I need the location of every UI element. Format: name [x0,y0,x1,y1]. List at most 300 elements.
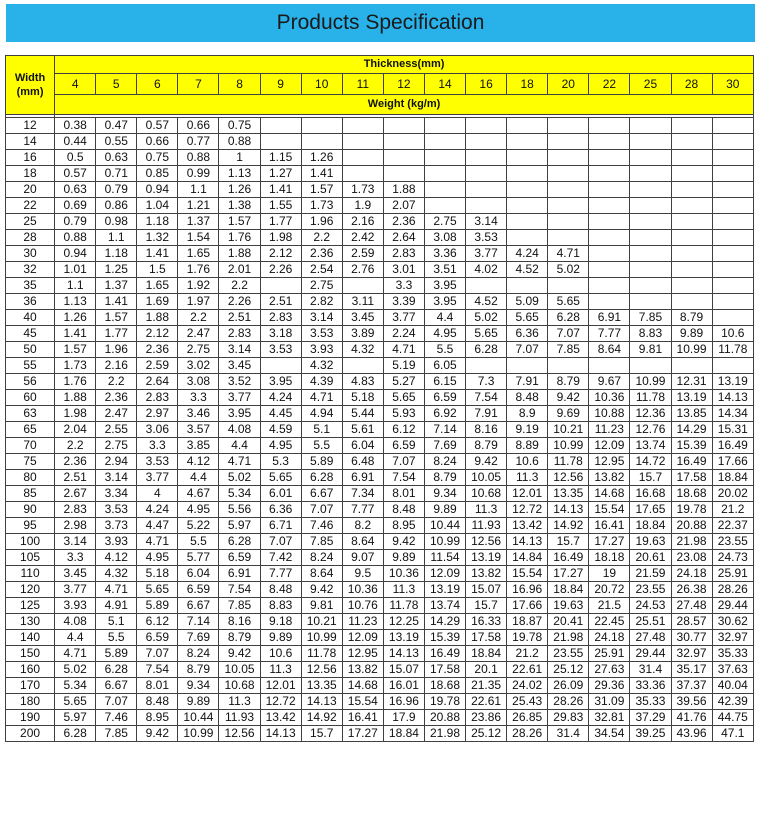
weight-cell [712,182,753,198]
weight-cell: 3.77 [219,390,260,406]
weight-cell: 40.04 [712,678,753,694]
weight-cell: 6.28 [219,534,260,550]
weight-cell: 27.48 [630,630,671,646]
weight-cell: 1.73 [342,182,383,198]
weight-cell: 9.81 [301,598,342,614]
weight-cell: 1.01 [55,262,96,278]
weight-cell: 0.79 [55,214,96,230]
weight-cell: 5.97 [219,518,260,534]
weight-cell [260,358,301,374]
weight-cell: 3.95 [219,406,260,422]
weight-cell: 3.53 [301,326,342,342]
weight-cell: 0.94 [137,182,178,198]
weight-cell: 15.7 [301,726,342,742]
thickness-header-cell: 7 [178,74,219,95]
weight-cell [507,214,548,230]
weight-cell: 5.5 [301,438,342,454]
weight-cell: 14.13 [507,534,548,550]
weight-cell: 29.36 [589,678,630,694]
weight-cell: 27.63 [589,662,630,678]
width-cell: 150 [6,646,55,662]
weight-cell: 9.07 [342,550,383,566]
weight-cell: 6.67 [178,598,219,614]
weight-cell: 12.09 [342,630,383,646]
weight-cell: 4.32 [342,342,383,358]
weight-cell: 15.54 [342,694,383,710]
weight-cell: 9.42 [301,582,342,598]
weight-cell: 2.36 [301,246,342,262]
weight-cell: 9.42 [137,726,178,742]
width-cell: 16 [6,150,55,166]
weight-cell: 9.19 [507,422,548,438]
weight-cell: 1.88 [55,390,96,406]
weight-cell: 15.7 [548,534,589,550]
weight-cell: 6.12 [137,614,178,630]
weight-cell: 18.87 [507,614,548,630]
weight-cell: 1.41 [301,166,342,182]
weight-cell: 7.69 [178,630,219,646]
weight-cell: 2.94 [96,454,137,470]
weight-cell: 3.95 [424,278,465,294]
weight-cell [424,166,465,182]
width-cell: 40 [6,310,55,326]
weight-cell: 25.91 [712,566,753,582]
width-cell: 35 [6,278,55,294]
table-row [6,646,754,662]
weight-cell: 3.73 [96,518,137,534]
weight-cell: 4.39 [301,374,342,390]
weight-cell: 0.63 [96,150,137,166]
weight-cell [548,118,589,134]
weight-cell: 24.53 [630,598,671,614]
weight-cell: 28.26 [712,582,753,598]
weight-cell: 14.13 [260,726,301,742]
weight-cell: 6.67 [301,486,342,502]
weight-cell: 6.04 [342,438,383,454]
weight-cell: 0.55 [96,134,137,150]
weight-cell: 6.28 [548,310,589,326]
weight-cell: 1.1 [178,182,219,198]
weight-cell: 30.77 [671,630,712,646]
weight-cell [589,278,630,294]
weight-cell: 19.78 [671,502,712,518]
weight-cell: 2.64 [383,230,424,246]
weight-cell [548,358,589,374]
weight-cell: 22.45 [589,614,630,630]
weight-cell: 3.14 [55,534,96,550]
thickness-header-cell: 12 [383,74,424,95]
weight-cell: 3.95 [260,374,301,390]
weight-cell: 13.19 [383,630,424,646]
weight-cell [548,182,589,198]
weight-cell: 1.37 [178,214,219,230]
weight-cell: 10.44 [424,518,465,534]
table-row [6,630,754,646]
weight-cell: 14.68 [342,678,383,694]
weight-cell: 1.88 [137,310,178,326]
weight-cell [548,166,589,182]
weight-cell: 43.96 [671,726,712,742]
weight-cell [507,358,548,374]
weight-cell: 6.59 [383,438,424,454]
weight-cell: 9.42 [219,646,260,662]
weight-cell: 25.91 [589,646,630,662]
width-cell: 180 [6,694,55,710]
thickness-header-cell: 4 [55,74,96,95]
weight-cell: 18.84 [630,518,671,534]
weight-cell: 6.59 [137,630,178,646]
width-cell: 18 [6,166,55,182]
weight-cell: 1.97 [178,294,219,310]
weight-cell: 16.41 [342,710,383,726]
weight-cell: 35.17 [671,662,712,678]
weight-cell: 6.92 [424,406,465,422]
weight-cell: 22.37 [712,518,753,534]
weight-cell: 3.46 [178,406,219,422]
weight-cell: 9.34 [178,678,219,694]
weight-cell: 8.79 [466,438,507,454]
weight-cell: 1.96 [96,342,137,358]
weight-cell: 2.83 [383,246,424,262]
weight-cell: 3.3 [383,278,424,294]
weight-cell [712,310,753,326]
weight-cell: 5.09 [507,294,548,310]
weight-cell: 12.56 [548,470,589,486]
weight-cell: 24.73 [712,550,753,566]
width-cell: 120 [6,582,55,598]
table-row [6,566,754,582]
weight-cell: 20.88 [671,518,712,534]
weight-cell: 2.26 [219,294,260,310]
weight-cell: 1.77 [260,214,301,230]
weight-cell [589,118,630,134]
weight-cell [507,166,548,182]
weight-cell: 23.55 [630,582,671,598]
weight-cell: 13.42 [507,518,548,534]
weight-cell: 3.01 [383,262,424,278]
weight-cell: 20.61 [630,550,671,566]
weight-cell: 4.71 [137,534,178,550]
weight-cell: 13.74 [630,438,671,454]
weight-cell: 11.3 [507,470,548,486]
thickness-values-row [6,74,754,95]
weight-cell: 17.9 [383,710,424,726]
weight-cell [507,230,548,246]
weight-cell: 0.63 [55,182,96,198]
weight-cell: 26.38 [671,582,712,598]
weight-cell: 2.67 [55,486,96,502]
weight-cell [712,150,753,166]
weight-cell: 17.27 [548,566,589,582]
weight-cell: 0.71 [96,166,137,182]
weight-cell: 5.02 [548,262,589,278]
weight-cell: 18.84 [466,646,507,662]
weight-cell: 12.95 [589,454,630,470]
table-row [6,294,754,310]
weight-cell: 7.07 [507,342,548,358]
width-cell: 12 [6,118,55,134]
weight-cell: 14.72 [630,454,671,470]
table-row [6,230,754,246]
weight-cell: 14.84 [507,550,548,566]
weight-cell [301,118,342,134]
weight-cell: 1.5 [137,262,178,278]
weight-cell: 6.91 [589,310,630,326]
weight-cell: 1.1 [55,278,96,294]
weight-cell [630,150,671,166]
weight-cell: 8.64 [342,534,383,550]
weight-cell: 31.4 [548,726,589,742]
weight-cell: 17.65 [630,502,671,518]
weight-cell: 10.36 [383,566,424,582]
weight-cell: 4.32 [301,358,342,374]
weight-cell: 1.26 [55,310,96,326]
weight-cell: 29.44 [712,598,753,614]
weight-cell: 7.85 [96,726,137,742]
weight-cell: 4.71 [219,454,260,470]
weight-cell: 3.53 [260,342,301,358]
width-cell: 70 [6,438,55,454]
weight-cell: 12.72 [260,694,301,710]
weight-cell: 1.88 [383,182,424,198]
weight-cell: 5.3 [260,454,301,470]
weight-cell: 7.34 [342,486,383,502]
weight-cell: 10.44 [178,710,219,726]
weight-cell: 10.6 [507,454,548,470]
weight-cell: 3.3 [55,550,96,566]
weight-cell [671,358,712,374]
weight-cell: 25.43 [507,694,548,710]
width-cell: 140 [6,630,55,646]
weight-cell: 11.78 [630,390,671,406]
spec-table [5,55,754,742]
table-row [6,726,754,742]
weight-cell: 14.34 [712,406,753,422]
table-row [6,678,754,694]
weight-cell: 3.45 [342,310,383,326]
weight-cell [671,166,712,182]
weight-cell: 13.19 [424,582,465,598]
weight-cell: 10.99 [301,630,342,646]
weight-cell: 4.71 [548,246,589,262]
weight-cell: 2.36 [55,454,96,470]
weight-cell: 35.33 [712,646,753,662]
weight-cell: 2.12 [137,326,178,342]
weight-cell: 8.01 [137,678,178,694]
width-cell: 22 [6,198,55,214]
weight-cell: 5.34 [219,486,260,502]
weight-cell: 23.08 [671,550,712,566]
weight-cell: 12.09 [424,566,465,582]
weight-cell: 9.18 [260,614,301,630]
page-title: Products Specification [276,11,485,34]
weight-cell: 6.01 [260,486,301,502]
table-row [6,278,754,294]
weight-cell: 0.99 [178,166,219,182]
thickness-header-cell: 9 [260,74,301,95]
weight-cell: 41.76 [671,710,712,726]
weight-cell: 0.79 [96,182,137,198]
weight-cell [712,262,753,278]
weight-cell: 8.24 [178,646,219,662]
weight-cell: 21.98 [548,630,589,646]
weight-cell: 16.49 [712,438,753,454]
weight-cell [507,182,548,198]
weight-cell: 10.6 [260,646,301,662]
weight-cell: 1.57 [96,310,137,326]
weight-cell: 37.37 [671,678,712,694]
weight-cell: 7.69 [424,438,465,454]
weight-cell: 6.36 [507,326,548,342]
weight-cell: 11.3 [260,662,301,678]
weight-cell: 3.53 [96,502,137,518]
weight-cell: 1.32 [137,230,178,246]
weight-cell: 5.02 [55,662,96,678]
weight-cell: 3.77 [383,310,424,326]
weight-cell [589,262,630,278]
weight-cell [507,134,548,150]
weight-cell: 4.4 [178,470,219,486]
weight-cell: 15.39 [424,630,465,646]
weight-cell: 13.42 [260,710,301,726]
weight-cell: 3.89 [342,326,383,342]
weight-cell: 8.48 [507,390,548,406]
weight-cell: 8.48 [383,502,424,518]
weight-cell: 2.2 [219,278,260,294]
width-cell: 20 [6,182,55,198]
weight-cell: 5.65 [466,326,507,342]
weight-cell [630,134,671,150]
weight-cell: 26.09 [548,678,589,694]
weight-cell: 19 [589,566,630,582]
weight-cell: 4.95 [137,550,178,566]
weight-cell: 21.59 [630,566,671,582]
weight-cell [342,134,383,150]
weight-cell: 2.16 [342,214,383,230]
weight-cell: 12.31 [671,374,712,390]
width-cell: 14 [6,134,55,150]
weight-cell: 2.42 [342,230,383,246]
weight-cell: 5.56 [219,502,260,518]
weight-cell: 4.71 [301,390,342,406]
weight-cell: 9.42 [466,454,507,470]
weight-cell: 8.89 [507,438,548,454]
weight-cell: 21.2 [507,646,548,662]
weight-cell [301,134,342,150]
weight-cell: 21.98 [671,534,712,550]
weight-cell: 5.77 [178,550,219,566]
weight-cell: 0.44 [55,134,96,150]
weight-cell: 2.59 [342,246,383,262]
weight-cell: 7.77 [589,326,630,342]
weight-cell: 7.14 [424,422,465,438]
weight-cell: 15.54 [507,566,548,582]
weight-cell: 32.97 [712,630,753,646]
weight-cell: 27.48 [671,598,712,614]
weight-cell: 7.54 [466,390,507,406]
weight-cell: 2.55 [96,422,137,438]
weight-cell: 23.55 [548,646,589,662]
weight-cell: 3.93 [96,534,137,550]
weight-cell: 10.88 [589,406,630,422]
weight-cell: 17.58 [671,470,712,486]
weight-cell [630,166,671,182]
weight-cell: 12.56 [301,662,342,678]
weight-cell: 12.01 [507,486,548,502]
weight-cell: 3.39 [383,294,424,310]
weight-cell: 0.57 [55,166,96,182]
width-cell: 125 [6,598,55,614]
thickness-header-cell: 28 [671,74,712,95]
weight-cell: 31.4 [630,662,671,678]
weight-cell: 3.52 [219,374,260,390]
weight-cell: 12.09 [589,438,630,454]
table-row [6,438,754,454]
weight-cell: 6.05 [424,358,465,374]
weight-cell: 2.64 [137,374,178,390]
weight-cell: 15.54 [589,502,630,518]
weight-cell: 13.35 [548,486,589,502]
weight-cell [260,134,301,150]
weight-cell: 7.42 [260,550,301,566]
weight-cell: 7.07 [383,454,424,470]
weight-cell [548,150,589,166]
width-cell: 65 [6,422,55,438]
weight-cell: 7.07 [260,534,301,550]
weight-cell: 11.78 [548,454,589,470]
table-row [6,182,754,198]
weight-cell: 5.1 [96,614,137,630]
weight-cell: 4.67 [178,486,219,502]
weight-cell: 7.85 [219,598,260,614]
table-row [6,198,754,214]
weight-cell: 13.74 [424,598,465,614]
width-cell: 25 [6,214,55,230]
weight-cell [589,230,630,246]
weight-cell: 2.98 [55,518,96,534]
weight-cell [424,118,465,134]
weight-cell: 16.49 [548,550,589,566]
weight-cell: 1.76 [55,374,96,390]
weight-cell [712,198,753,214]
weight-cell: 9.42 [383,534,424,550]
weight-cell: 16.01 [383,678,424,694]
weight-cell: 5.89 [96,646,137,662]
weight-cell: 28.26 [548,694,589,710]
weight-cell: 10.68 [219,678,260,694]
weight-cell: 1.13 [55,294,96,310]
weight-cell: 5.5 [424,342,465,358]
weight-cell: 14.92 [548,518,589,534]
weight-cell: 33.36 [630,678,671,694]
weight-cell [548,278,589,294]
weight-cell: 5.5 [178,534,219,550]
spec-table-body [6,118,754,742]
weight-cell: 4.24 [260,390,301,406]
weight-cell: 10.76 [342,598,383,614]
title-banner [6,4,755,42]
weight-cell: 12.76 [630,422,671,438]
weight-cell: 2.12 [260,246,301,262]
weight-cell: 11.78 [301,646,342,662]
weight-cell: 21.98 [424,726,465,742]
weight-cell: 7.77 [342,502,383,518]
weight-cell: 7.54 [137,662,178,678]
weight-cell: 7.07 [137,646,178,662]
weight-cell: 2.83 [260,310,301,326]
width-cell: 130 [6,614,55,630]
weight-cell: 3.11 [342,294,383,310]
